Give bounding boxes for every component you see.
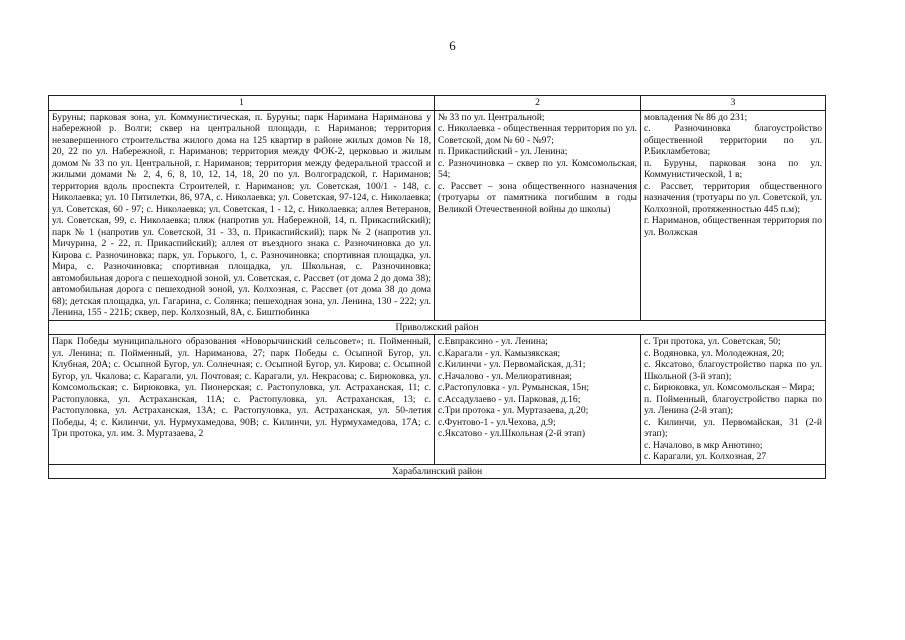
cell-privolzhsky-col3: с. Три протока, ул. Советская, 50; с. Водяновка, ул. Молодежная, 20; с. Яксатово, благоустройство парка по ул. Школьной (3-й этап); с. Бирюковка, ул. Комсомольская – Мира; п. Пойменный, благоустройство парка по ул. Ленина (2-й этап); с. Килинчи, ул. Первомайская, 31 (2-й этап); с. Началово, в мкр Анютино; с. Карагали, ул. Колхозная, 27 bbox=[641, 335, 826, 465]
header-col-1: 1 bbox=[49, 96, 435, 111]
areas-table bbox=[48, 95, 826, 479]
cell-narimanov-col1: Буруны; парковая зона, ул. Коммунистическая, п. Буруны; парк Наримана Нариманова у набережной р. Волги; сквер на центральной площади, г. Нариманов; территория незавершенного строительства жилого дома на 125 квартир в районе жилых домов № 18, 20, 22 по ул. Набережной, г. Нариманов; территория между ФОК-2, церковью и жилым домом № 33 по ул. Центральной, г. Нариманов; территория между федеральной трассой и жилыми домами № 2, 4, 6, 8, 10, 12, 14, 18, 20 по ул. Волгоградской, г. Нариманов; территория вдоль проспекта Строителей, г. Нариманов; ул. Советская, 100/1 - 148, с. Николаевка; ул. 10 Пятилетки, 86, 97А, с. Николаевка; ул. Советская, 97-124, с. Николаевка; ул. Советская, 60 - 97; с. Николаевка; ул. Советская, 1 - 12, с. Николаевка; аллея Ветеранов, ул. Советская, 99, с. Николаевка; пляж (напротив ул. Набережной, 14, п. Прикаспийский); парк № 1 (напротив ул. Советской, 31 - 33, п. Прикаспийский); парк № 2 (напротив ул. Мичурина, 2 - 22, п. Прикаспийский); аллея от въездного знака с. Разночиновка до ул. Кирова с. Разночиновка; парк, ул. Горького, 1, с. Разночиновка; спортивная площадка, ул. Мира, с. Разночиновка; спортивная площадка, ул. Школьная, с. Разночиновка; автомобильная дорога с пешеходной зоной, ул. Советская, с. Рассвет (от дома 2 до дома 38); автомобильная дорога с пешеходной зоной, ул. Колхозная, с. Рассвет (от дома 38 до дома 68); детская площадка, ул. Гагарина, с. Солянка; пешеходная зона, ул. Ленина, 130 - 222; ул. Ленина, 155 - 221Б; сквер, пер. Колхозный, 8А, с. Биштюбинка bbox=[49, 110, 435, 320]
header-col-2: 2 bbox=[435, 96, 641, 111]
section-row-kharabalinsky bbox=[49, 464, 826, 479]
header-col-3: 3 bbox=[641, 96, 826, 111]
section-title-kharabalinsky: Харабалинский район bbox=[49, 464, 826, 479]
table-row bbox=[49, 335, 826, 465]
section-title-privolzhsky: Приволжский район bbox=[49, 320, 826, 335]
cell-privolzhsky-col1: Парк Победы муниципального образования «Новорычинский сельсовет»; п. Пойменный, ул. Ленина; п. Пойменный, ул. Нариманова, 27; парк Победы с. Осыпной Бугор, ул. Клубная, 20А; с. Осыпной Бугор, ул. Солнечная; с. Осыпной Бугор, ул. Кирова; с. Осыпной Бугор, ул. Чкалова; с. Карагали, ул. Почтовая; с. Карагали, ул. Некрасова; с. Бирюковка, ул. Комсомольская; с. Бирюковка, ул. Пионерская; с. Растопуловка, ул. Астраханская, 11; с. Растопуловка, ул. Астраханская, 11А; с. Растопуловка, ул. Астраханская, 13; с. Растопуловка, ул. Астраханская, 13А; с. Растопуловка, ул. Астраханская, ул. 50-летия Победы, 4; с. Килинчи, ул. Нурмухамедова, 90В; с. Килинчи, ул. Нурмухамедова, 17А; с. Три протока, ул. им. З. Муртазаева, 2 bbox=[49, 335, 435, 465]
header-row bbox=[49, 96, 826, 111]
cell-narimanov-col2: № 33 по ул. Центральной; с. Николаевка - общественная территория по ул. Советской, дом № 60 - №97; п. Прикаспийский - ул. Ленина; с. Разночиновка – сквер по ул. Комсомольская, 54; с. Рассвет – зона общественного назначения (тротуары от памятника погибшим в годы Великой Отечественной войны до школы) bbox=[435, 110, 641, 320]
section-row-privolzhsky bbox=[49, 320, 826, 335]
page-number: 6 bbox=[449, 38, 456, 53]
cell-narimanov-col3: мовладения № 86 до 231; с. Разночиновка благоустройство общественной территории по ул. Р.Бикламбетова; п. Буруны, парковая зона по ул. Коммунистической, 1 в; с. Рассвет, территория общественного назначения (тротуары по ул. Советской, ул. Колхозной, протяженностью 445 п.м); г. Нариманов, общественная территория по ул. Волжская bbox=[641, 110, 826, 320]
cell-privolzhsky-col2: с.Евпраксино - ул. Ленина; с.Карагали - ул. Камызякская; с.Килинчи - ул. Первомайская, д.31; с.Началово - ул. Мелиоративная; с.Растопуловка - ул. Румынская, 15н; с.Ассадулаево - ул. Парковая, д.16; с.Три протока - ул. Муртазаева, д.20; с.Фунтово-1 - ул.Чехова, д.9; с.Яксатово - ул.Школьная (2-й этап) bbox=[435, 335, 641, 465]
table-row bbox=[49, 110, 826, 320]
